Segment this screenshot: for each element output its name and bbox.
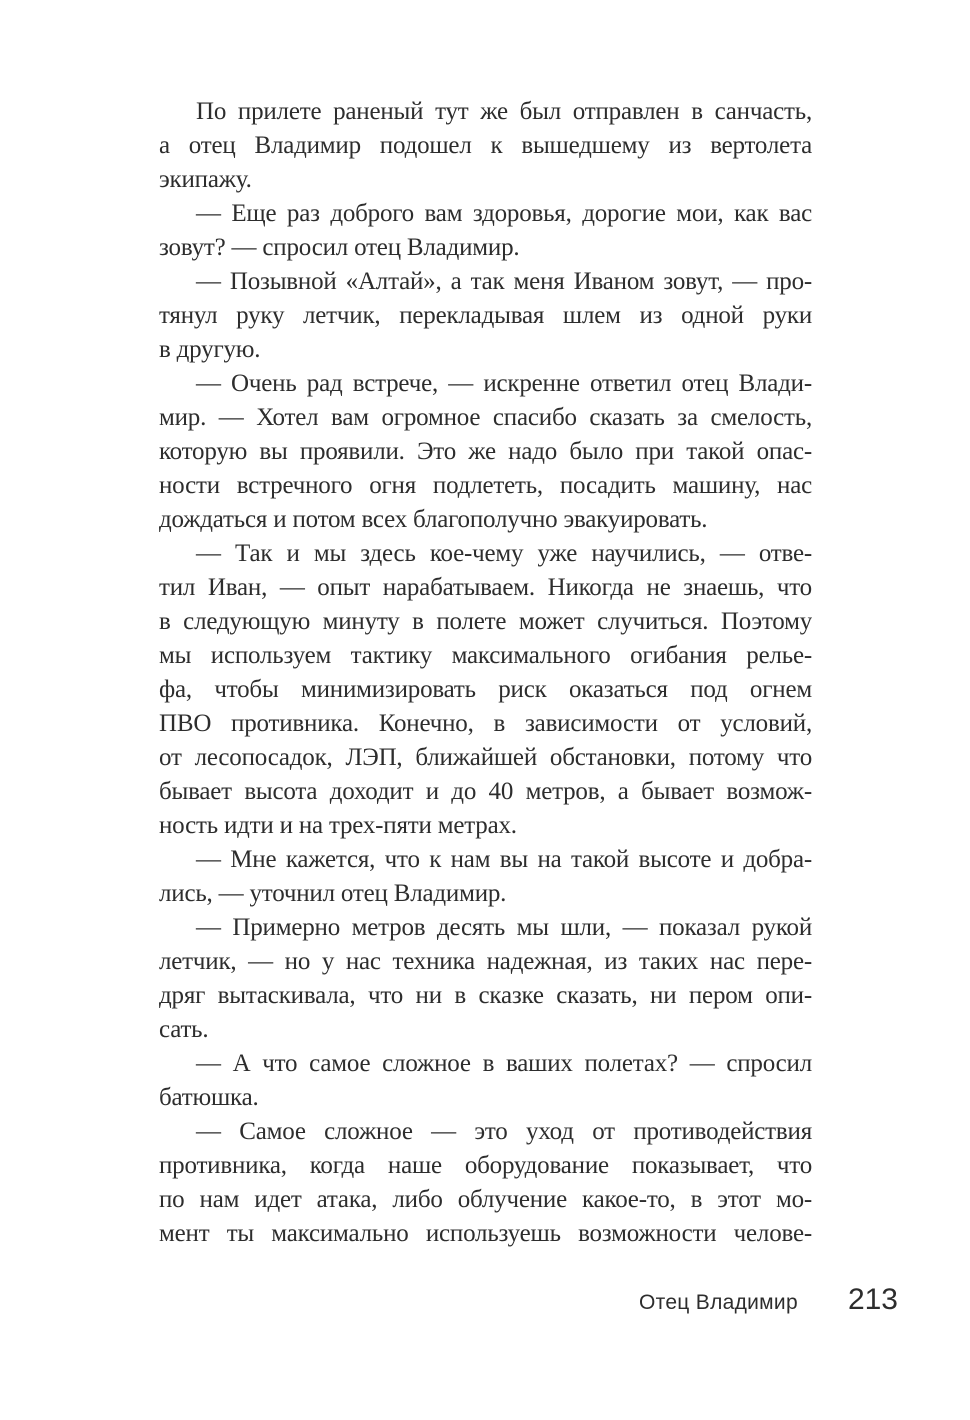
text-line: — Очень рад встрече, — искренне ответил отец Влади- (196, 370, 812, 397)
text-line: от лесопосадок, ЛЭП, ближайшей обстановки, потому что (159, 744, 812, 771)
paragraph (159, 1115, 812, 1251)
text-line: — Так и мы здесь кое-чему уже научились, — отве- (196, 540, 812, 567)
text-line: в другую. (159, 336, 261, 363)
text-line: которую вы проявили. Это же надо было при такой опас- (159, 438, 812, 465)
text-line: мир. — Хотел вам огромное спасибо сказать за смелость, (159, 404, 812, 431)
paragraph (159, 1047, 812, 1115)
text-line: — Мне кажется, что к нам вы на такой высоте и добра- (196, 846, 812, 873)
text-line: — Позывной «Алтай», а так меня Иваном зовут, — про- (196, 268, 812, 295)
paragraph (159, 367, 812, 537)
text-line: — Примерно метров десять мы шли, — показал рукой (196, 914, 812, 941)
page-number: 213 (847, 1283, 898, 1316)
text-line: тянул руку летчик, перекладывая шлем из одной руки (159, 302, 812, 329)
text-line: летчик, — но у нас техника надежная, из таких нас пере- (159, 948, 812, 975)
text-line: сать. (159, 1016, 209, 1043)
paragraph (159, 265, 812, 367)
text-line: мент ты максимально используешь возможности челове- (159, 1220, 812, 1247)
text-line: а отец Владимир подошел к вышедшему из вертолета (159, 132, 812, 159)
text-line: зовут? — спросил отец Владимир. (159, 234, 520, 261)
text-line: ности встречного огня подлететь, посадить машину, нас (159, 472, 812, 499)
paragraph (159, 843, 812, 911)
text-line: ПВО противника. Конечно, в зависимости от условий, (159, 710, 812, 737)
text-line: экипажу. (159, 166, 252, 193)
text-line: лись, — уточнил отец Владимир. (159, 880, 507, 907)
text-line: дряг вытаскивала, что ни в сказке сказать, ни пером опи- (159, 982, 812, 1009)
text-line: ность идти и на трех-пяти метрах. (159, 812, 517, 839)
text-line: мы используем тактику максимального огибания релье- (159, 642, 812, 669)
text-line: — А что самое сложное в ваших полетах? — спросил (196, 1050, 812, 1077)
page-footer (159, 1283, 898, 1317)
text-line: — Еще раз доброго вам здоровья, дорогие мои, как вас (196, 200, 812, 227)
text-line: противника, когда наше оборудование показывает, что (159, 1152, 812, 1179)
text-line: тил Иван, — опыт нарабатываем. Никогда не знаешь, что (159, 574, 812, 601)
paragraph (159, 197, 812, 265)
text-line: бывает высота доходит и до 40 метров, а бывает возмож- (159, 778, 812, 805)
page-text (159, 95, 812, 1251)
paragraph (159, 911, 812, 1047)
text-line: фа, чтобы минимизировать риск оказаться под огнем (159, 676, 812, 703)
text-line: батюшка. (159, 1084, 259, 1111)
text-line: в следующую минуту в полете может случиться. Поэтому (159, 608, 812, 635)
text-line: — Самое сложное — это уход от противодействия (196, 1118, 812, 1145)
paragraph (159, 537, 812, 843)
text-line: дождаться и потом всех благополучно эвакуировать. (159, 506, 708, 533)
text-line: По прилете раненый тут же был отправлен в санчасть, (196, 98, 812, 125)
running-title: Отец Владимир (639, 1291, 798, 1314)
paragraph (159, 95, 812, 197)
text-line: по нам идет атака, либо облучение какое-то, в этот мо- (159, 1186, 812, 1213)
